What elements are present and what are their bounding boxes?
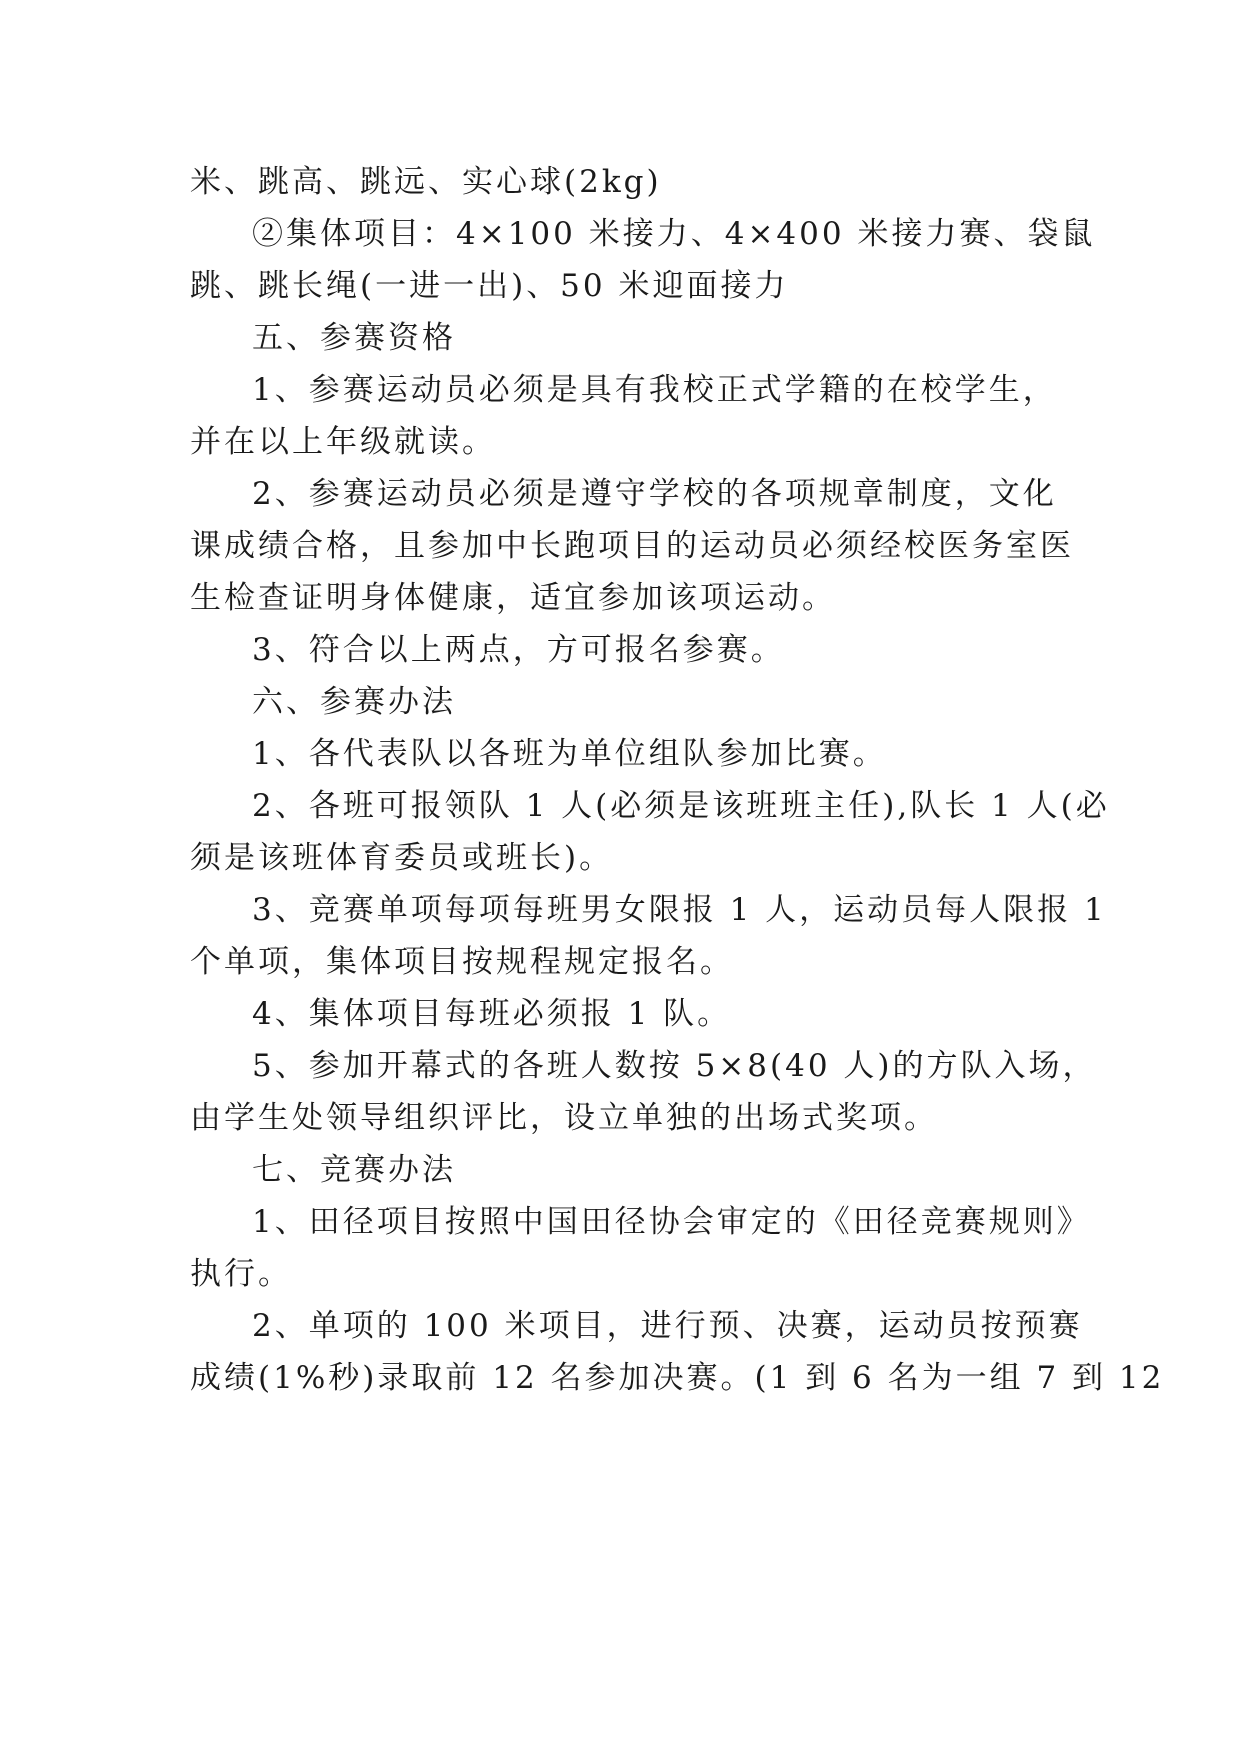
text-line: 2、单项的 100 米项目，进行预、决赛，运动员按预赛 — [252, 1308, 1083, 1344]
section-heading: 六、参赛办法 — [252, 684, 456, 720]
text-line: 由学生处领导组织评比，设立单独的出场式奖项。 — [190, 1100, 938, 1136]
text-line: 须是该班体育委员或班长)。 — [190, 840, 614, 876]
text-line: 课成绩合格，且参加中长跑项目的运动员必须经校医务室医 — [190, 528, 1074, 564]
text-line: 米、跳高、跳远、实心球(2kg) — [190, 164, 662, 200]
text-line: 成绩(1%秒)录取前 12 名参加决赛。(1 到 6 名为一组 7 到 12 — [190, 1360, 1165, 1396]
text-line: 生检查证明身体健康，适宜参加该项运动。 — [190, 580, 836, 616]
text-line: 1、田径项目按照中国田径协会审定的《田径竞赛规则》 — [252, 1204, 1091, 1240]
text-line: 2、参赛运动员必须是遵守学校的各项规章制度，文化 — [252, 476, 1057, 512]
text-line: 3、符合以上两点，方可报名参赛。 — [252, 632, 785, 668]
text-line: 并在以上年级就读。 — [190, 424, 496, 460]
text-line: 1、参赛运动员必须是具有我校正式学籍的在校学生， — [252, 372, 1057, 408]
text-line: 4、集体项目每班必须报 1 队。 — [252, 996, 732, 1032]
text-line: 2、各班可报领队 1 人(必须是该班班主任),队长 1 人(必 — [252, 788, 1110, 824]
text-line: 1、各代表队以各班为单位组队参加比赛。 — [252, 736, 887, 772]
section-heading: 五、参赛资格 — [252, 320, 456, 356]
text-line: 5、参加开幕式的各班人数按 5×8(40 人)的方队入场， — [252, 1048, 1097, 1084]
section-heading: 七、竞赛办法 — [252, 1152, 456, 1188]
text-line: 执行。 — [190, 1256, 292, 1292]
text-line: ②集体项目：4×100 米接力、4×400 米接力赛、袋鼠 — [252, 216, 1096, 252]
text-line: 3、竞赛单项每项每班男女限报 1 人，运动员每人限报 1 — [252, 892, 1107, 928]
text-line: 个单项，集体项目按规程规定报名。 — [190, 944, 734, 980]
text-line: 跳、跳长绳(一进一出)、50 米迎面接力 — [190, 268, 789, 304]
